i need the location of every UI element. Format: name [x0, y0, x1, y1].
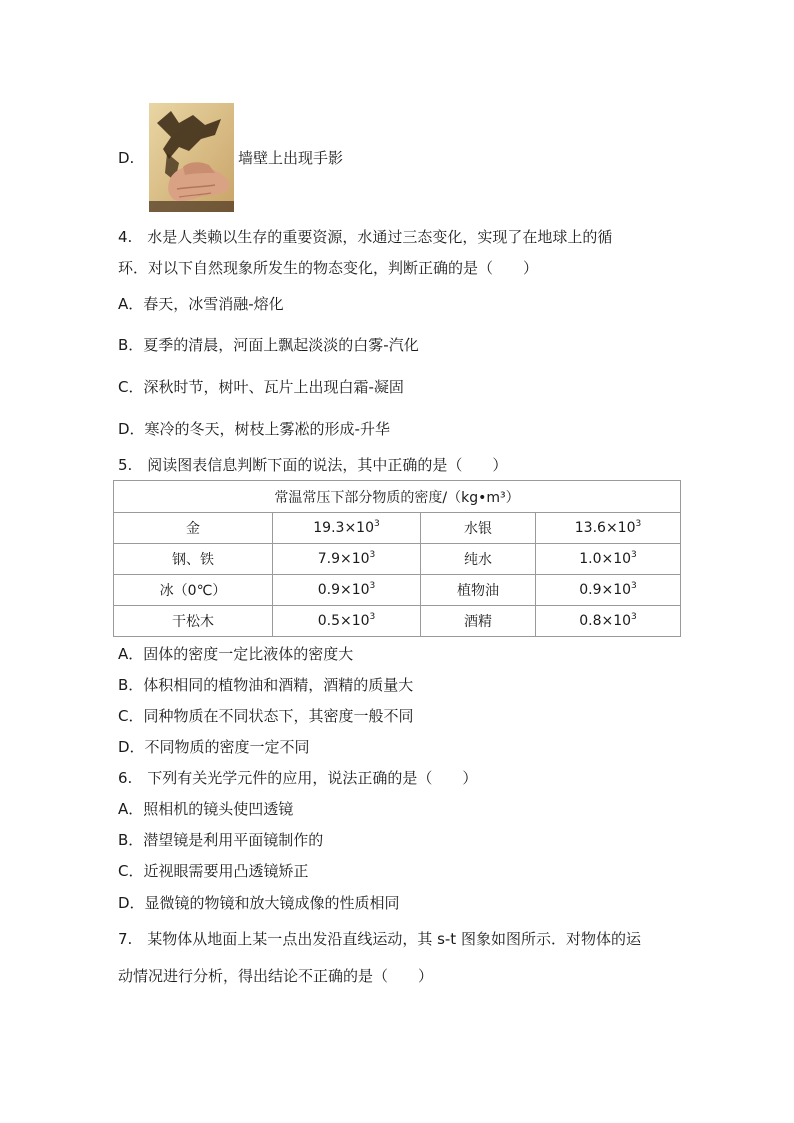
q5-option-b: B．体积相同的植物油和酒精，酒精的质量大 — [118, 676, 414, 694]
option-d-label: D. — [118, 149, 135, 167]
density-cell: $1.0\times 10^3$ — [536, 544, 681, 575]
substance-cell: 金 — [114, 513, 273, 544]
substance-cell: 植物油 — [421, 575, 536, 606]
q5-stem: 5. 阅读图表信息判断下面的说法，其中正确的是（ ） — [118, 456, 508, 474]
density-table-caption: 常温常压下部分物质的密度/（kg•m³） — [114, 481, 681, 513]
option-d-text: 墙壁上出现手影 — [238, 149, 344, 167]
q7-stem-line1: 7. 某物体从地面上某一点出发沿直线运动，其 s-t 图象如图所示．对物体的运 — [118, 930, 641, 948]
substance-cell: 纯水 — [421, 544, 536, 575]
q4-option-c: C．深秋时节，树叶、瓦片上出现白霜-凝固 — [118, 378, 404, 396]
q5-option-c: C．同种物质在不同状态下，其密度一般不同 — [118, 707, 414, 725]
q4-option-b: B．夏季的清晨，河面上飘起淡淡的白雾-汽化 — [118, 336, 419, 354]
table-row — [114, 606, 681, 637]
q6-option-b: B．潜望镜是利用平面镜制作的 — [118, 831, 324, 849]
substance-cell: 干松木 — [114, 606, 273, 637]
density-cell: $0.5\times 10^3$ — [273, 606, 421, 637]
table-row — [114, 544, 681, 575]
q7-stem-line2: 动情况进行分析，得出结论不正确的是（ ） — [118, 967, 434, 985]
table-row — [114, 575, 681, 606]
q6-option-d: D．显微镜的物镜和放大镜成像的性质相同 — [118, 894, 400, 912]
q4-option-a: A．春天，冰雪消融-熔化 — [118, 295, 284, 313]
density-cell: $0.8\times 10^3$ — [536, 606, 681, 637]
q4-stem-line2: 环．对以下自然现象所发生的物态变化，判断正确的是（ ） — [118, 259, 539, 277]
q4-stem-line1: 4. 水是人类赖以生存的重要资源，水通过三态变化，实现了在地球上的循 — [118, 228, 613, 246]
q5-option-d: D．不同物质的密度一定不同 — [118, 738, 310, 756]
density-cell: $0.9\times 10^3$ — [536, 575, 681, 606]
density-cell: $13.6\times 10^3$ — [536, 513, 681, 544]
substance-cell: 酒精 — [421, 606, 536, 637]
q4-option-d: D．寒冷的冬天，树枝上雾凇的形成-升华 — [118, 420, 390, 438]
density-table — [113, 480, 681, 637]
q6-stem: 6. 下列有关光学元件的应用，说法正确的是（ ） — [118, 769, 478, 787]
substance-cell: 水银 — [421, 513, 536, 544]
hand-shadow-photo — [149, 103, 234, 212]
q6-option-c: C．近视眼需要用凸透镜矫正 — [118, 862, 309, 880]
substance-cell: 钢、铁 — [114, 544, 273, 575]
density-cell: $0.9\times 10^3$ — [273, 575, 421, 606]
density-cell: $19.3\times 10^3$ — [273, 513, 421, 544]
q5-option-a: A．固体的密度一定比液体的密度大 — [118, 645, 354, 663]
substance-cell: 冰（0℃） — [114, 575, 273, 606]
table-row — [114, 513, 681, 544]
density-cell: $7.9\times 10^3$ — [273, 544, 421, 575]
q6-option-a: A．照相机的镜头使凹透镜 — [118, 800, 294, 818]
